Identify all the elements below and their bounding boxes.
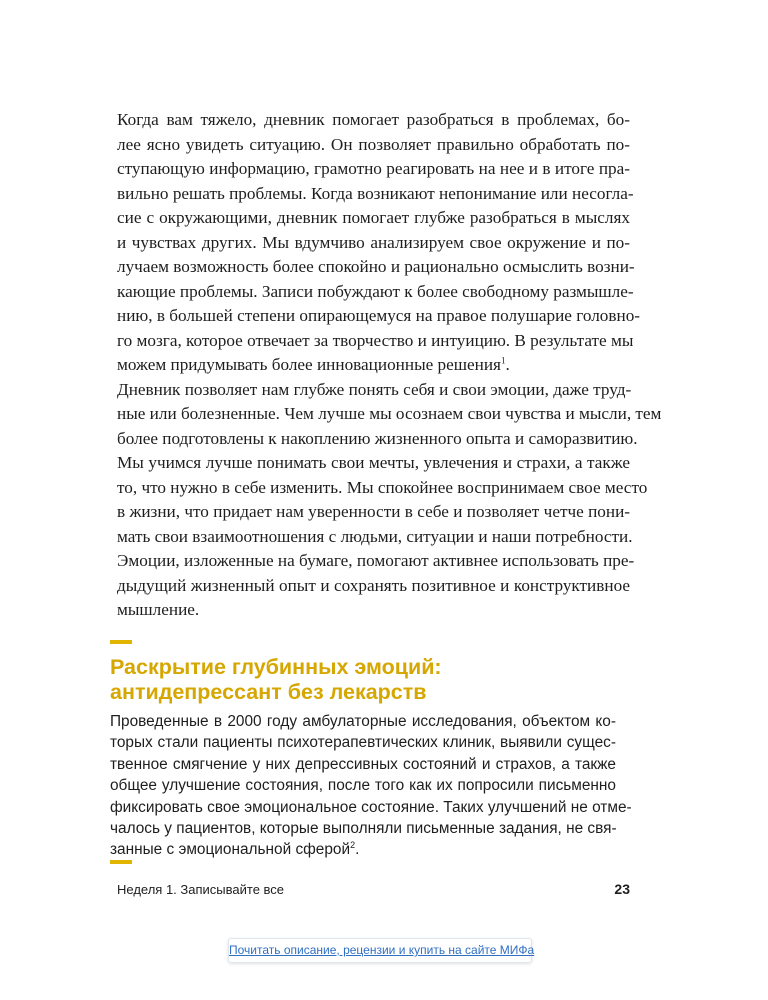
text-line: лее ясно увидеть ситуацию. Он позволяет правильно обработать по- xyxy=(117,134,630,154)
running-head: Неделя 1. Записывайте все xyxy=(117,882,285,897)
main-text xyxy=(117,108,662,623)
buy-book-link[interactable]: Почитать описание, рецензии и купить на сайте МИФа xyxy=(228,938,532,963)
sidebar-text xyxy=(110,711,632,861)
text-line: в жизни, что придает нам уверенности в себе и позволяет четче пони- xyxy=(117,502,630,521)
sidebar-heading-line: Раскрытие глубинных эмоций: xyxy=(110,655,442,679)
text-line: то, что нужно в себе изменить. Мы спокойнее воспринимаем свое место xyxy=(117,477,648,497)
footnote-marker: 2 xyxy=(350,840,356,851)
sidebar-heading xyxy=(110,655,630,705)
text-line: кающие проблемы. Записи побуждают к более свободному размышле- xyxy=(117,281,634,301)
text-line: Эмоции, изложенные на бумаге, помогают активнее использовать пре- xyxy=(117,551,635,570)
text-line xyxy=(117,353,630,378)
text-line: Дневник позволяет нам глубже понять себя и свои эмоции, даже труд- xyxy=(117,379,632,399)
text-line: мышление. xyxy=(117,600,200,619)
text-line: лучаем возможность более спокойно и рационально осмыслить возни- xyxy=(117,257,635,276)
sidebar-line: Проведенные в 2000 году амбулаторные исследования, объектом ко- xyxy=(110,713,616,730)
text-line: сие с окружающими, дневник помогает глубже разобраться в мыслях xyxy=(117,208,630,227)
sentence-end: . xyxy=(355,841,360,859)
footnote-marker: 1 xyxy=(500,355,506,366)
sidebar-line: торых стали пациенты психотерапевтических клиник, выявили сущес- xyxy=(110,734,616,752)
sidebar-line xyxy=(110,839,616,860)
sidebar-line: фиксировать свое эмоциональное состояние. Таких улучшений не отме- xyxy=(110,798,632,816)
sidebar-bottom-rule xyxy=(110,860,132,864)
text-line: нию, в большей степени опирающемуся на правое полушарие головно- xyxy=(117,306,641,325)
sidebar-line-content: занные с эмоциональной сферой xyxy=(110,841,351,859)
sidebar-line: твенное смягчение у них депрессивных состояний и страхов, а также xyxy=(110,755,616,773)
text-line: мать свои взаимоотношения с людьми, ситуации и наши потребности. xyxy=(117,526,633,546)
sidebar-top-rule xyxy=(110,640,132,644)
sidebar-heading-line: антидепрессант без лекарств xyxy=(110,680,427,704)
text-line: го мозга, которое отвечает за творчество и интуицию. В результате мы xyxy=(117,330,634,350)
text-line: Мы учимся лучше понимать свои мечты, увлечения и страхи, а также xyxy=(117,453,630,472)
text-line: ступающую информацию, грамотно реагировать на нее и в итоге пра- xyxy=(117,159,630,178)
sentence-end: . xyxy=(505,355,510,374)
text-line: вильно решать проблемы. Когда возникают непонимание или несогла- xyxy=(117,183,634,203)
paragraph-2 xyxy=(117,378,662,623)
text-line: дыдущий жизненный опыт и сохранять позитивное и конструктивное xyxy=(117,575,630,595)
text-line: Когда вам тяжело, дневник помогает разобраться в проблемах, бо- xyxy=(117,110,630,129)
sidebar-line: чалось у пациентов, которые выполняли письменные задания, не свя- xyxy=(110,820,617,838)
text-line: ные или болезненные. Чем лучше мы осознаем свои чувства и мысли, тем xyxy=(117,404,662,423)
page-number: 23 xyxy=(614,881,630,897)
sidebar-line: общее улучшение состояния, после того как их попросили письменно xyxy=(110,777,616,795)
text-line-content: можем придумывать более инновационные решения xyxy=(117,355,501,374)
text-line: и чувствах других. Мы вдумчиво анализируем свое окружение и по- xyxy=(117,232,630,252)
paragraph-1 xyxy=(117,108,641,378)
text-line: более подготовлены к накоплению жизненного опыта и саморазвитию. xyxy=(117,428,638,448)
